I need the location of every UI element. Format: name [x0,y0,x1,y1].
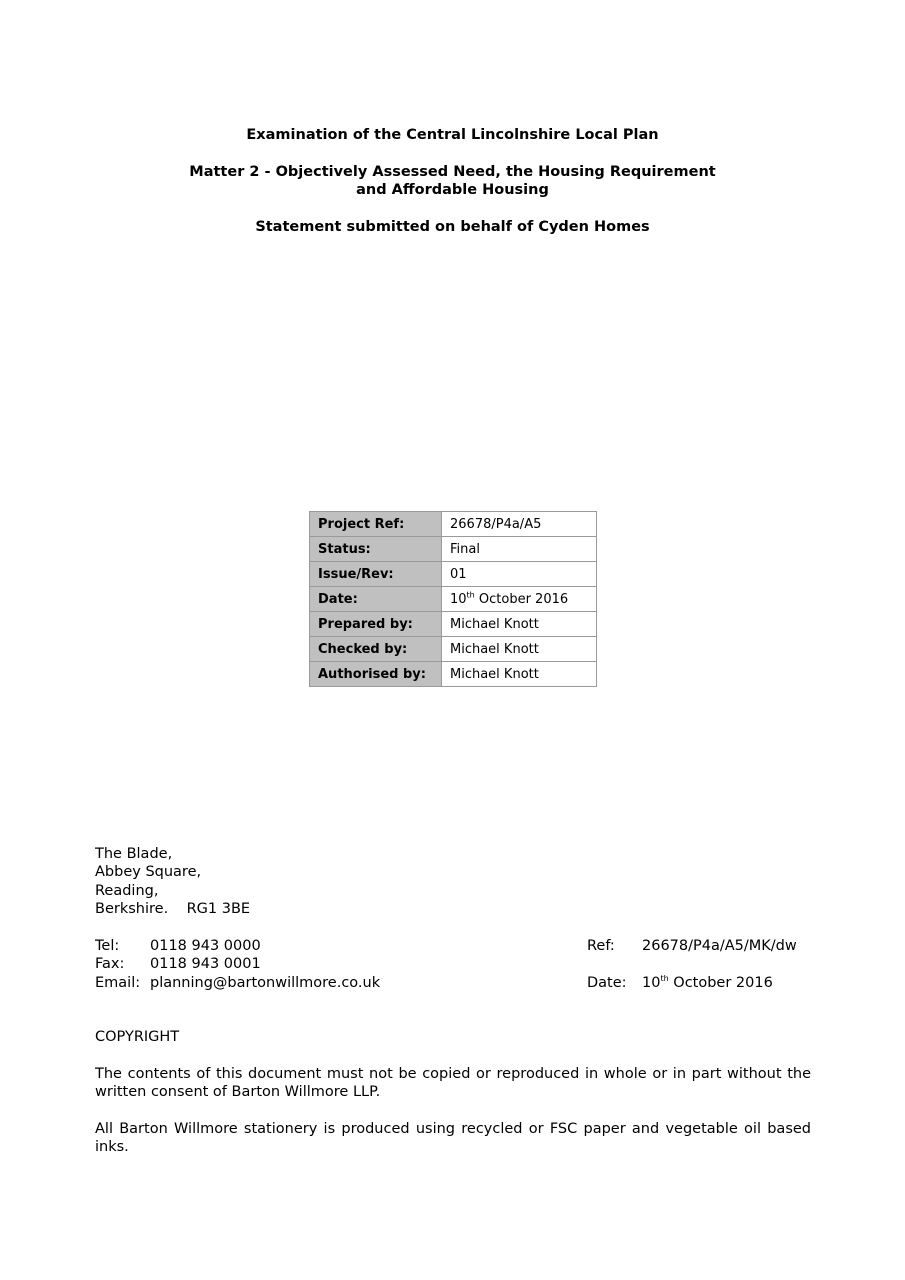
email-address[interactable]: planning@bartonwillmore.co.uk [150,974,381,991]
fax-number: 0118 943 0001 [150,956,261,973]
table-row [310,612,597,637]
project-info-table [309,511,597,687]
contact-details [95,937,380,992]
copyright-heading: COPYRIGHT [95,1029,180,1045]
ref-date-value [642,974,773,992]
issue-rev-label: Issue/Rev: [310,562,442,587]
status-label: Status: [310,537,442,562]
table-row [310,537,597,562]
email-label: Email: [95,974,141,991]
statement-subtitle: Statement submitted on behalf of Cyden Homes [255,219,650,235]
ref-label: Ref: [587,938,615,954]
stationery-statement: All Barton Willmore stationery is produced using recycled or FSC paper and vegetable oil based inks. [95,1121,811,1156]
prepared-by-value: Michael Knott [442,612,597,637]
fax-label: Fax: [95,956,125,973]
ref-value: 26678/P4a/A5/MK/dw [642,938,797,954]
copyright-statement: The contents of this document must not be copied or reproduced in whole or in part without the written consent of Barton Willmore LLP. [95,1066,811,1101]
ref-date-ordinal: th [660,973,669,983]
project-ref-label: Project Ref: [310,512,442,537]
date-value [442,587,597,612]
date-label: Date: [310,587,442,612]
ref-date-month-year: October 2016 [668,974,773,991]
date-month-year: October 2016 [474,591,569,607]
table-row [310,512,597,537]
authorised-by-value: Michael Knott [442,662,597,687]
table-row [310,637,597,662]
prepared-by-label: Prepared by: [310,612,442,637]
tel-number: 0118 943 0000 [150,938,261,954]
ref-date-label: Date: [587,974,627,991]
reference-details [587,937,797,992]
address-line: Reading, [95,882,159,899]
document-title: Examination of the Central Lincolnshire Local Plan [246,127,659,143]
tel-label: Tel: [95,938,120,954]
checked-by-value: Michael Knott [442,637,597,662]
status-value: Final [442,537,597,562]
project-ref-value: 26678/P4a/A5 [442,512,597,537]
checked-by-label: Checked by: [310,637,442,662]
address-line: Abbey Square, [95,864,202,881]
authorised-by-label: Authorised by: [310,662,442,687]
table-row [310,562,597,587]
ref-date-day: 10 [642,974,661,991]
address-line: The Blade, [95,846,173,862]
office-address [95,845,250,918]
date-ordinal: th [466,590,475,600]
matter-heading [0,163,905,199]
table-row [310,587,597,612]
issue-rev-value: 01 [442,562,597,587]
table-row [310,662,597,687]
address-line: Berkshire. RG1 3BE [95,900,251,917]
date-day: 10 [450,591,467,607]
matter-heading-line2: and Affordable Housing [356,182,549,198]
matter-heading-line1: Matter 2 - Objectively Assessed Need, the Housing Requirement [189,164,716,180]
